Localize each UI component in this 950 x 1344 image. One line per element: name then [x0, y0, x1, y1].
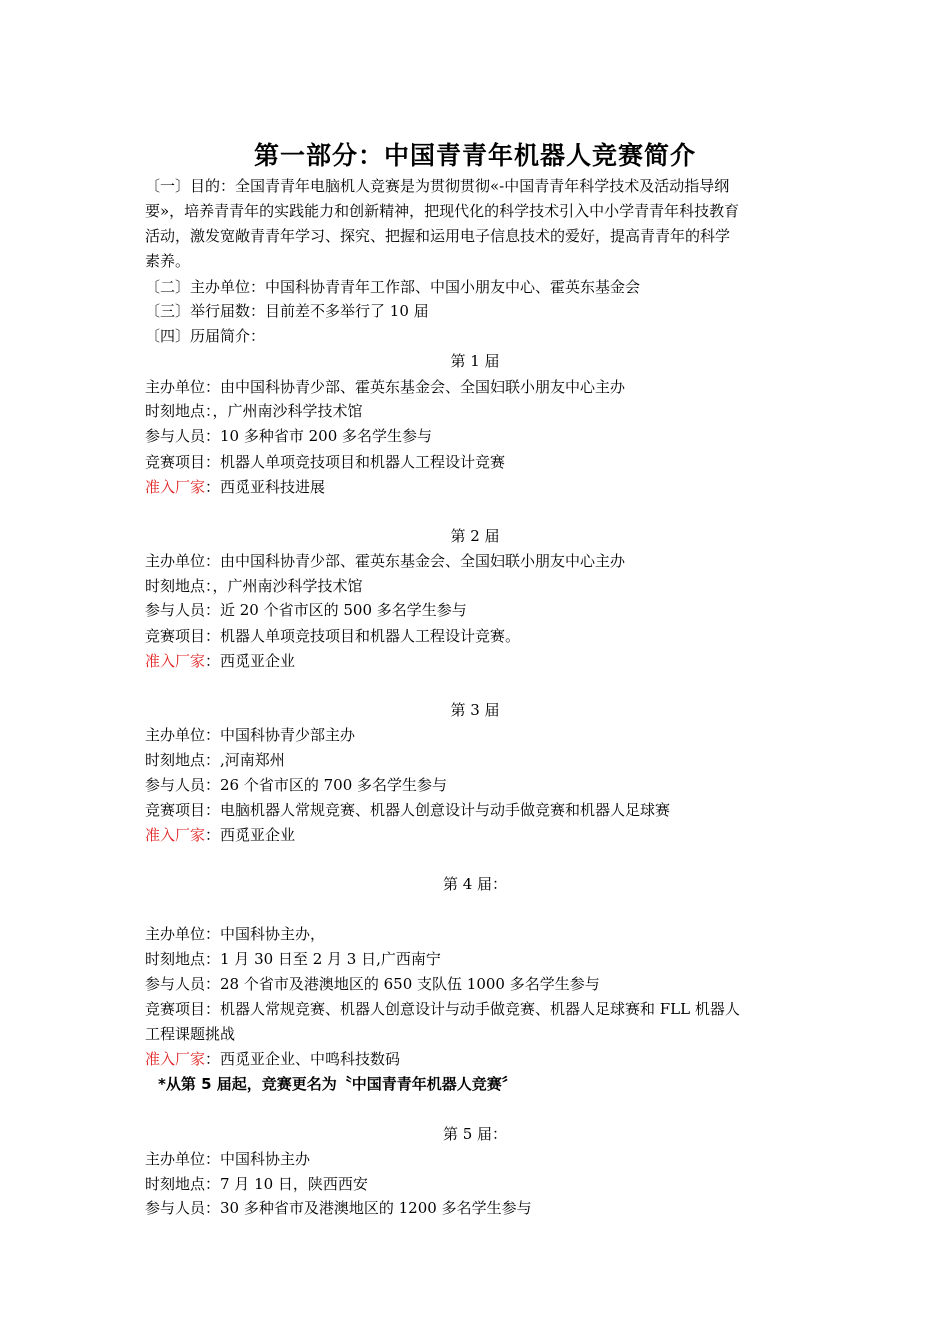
session-2-heading: 第 2 届	[450, 527, 500, 545]
vendor-label: 准入厂家	[145, 826, 206, 844]
session-1-time-place: 时刻地点：，广州南沙科学技术馆	[145, 402, 363, 420]
page-title: 第一部分：中国青青年机器人竞赛简介	[253, 141, 696, 170]
organizer-line: 〔二〕主办单位：中国科协青青年工作部、中国小朋友中心、霍英东基金会	[145, 278, 641, 296]
session-3-host: 主办单位：中国科协青少部主办	[145, 726, 356, 744]
session-4-heading: 第 4 届：	[442, 875, 508, 893]
vendor-label: 准入厂家	[145, 1050, 206, 1068]
session-3-vendor	[145, 823, 815, 847]
purpose-line-4: 素养。	[145, 252, 191, 270]
session-3-time-place: 时刻地点：,河南郑州	[145, 751, 285, 769]
session-1-heading: 第 1 届	[450, 352, 500, 370]
session-5-host: 主办单位：中国科协主办	[145, 1150, 311, 1168]
session-4-vendor	[145, 1047, 815, 1071]
session-4-events-line-1: 竞赛项目：机器人常规竞赛、机器人创意设计与动手做竞赛、机器人足球赛和 FLL 机器人	[145, 1000, 740, 1018]
session-4-events-line-2: 工程课题挑战	[145, 1025, 236, 1043]
sessions-count-line: 〔三〕举行届数：目前差不多举行了 10 届	[145, 302, 429, 320]
session-1-host: 主办单位：由中国科协青少部、霍英东基金会、全国妇联小朋友中心主办	[145, 378, 626, 396]
session-3-events: 竞赛项目：电脑机器人常规竞赛、机器人创意设计与动手做竞赛和机器人足球赛	[145, 801, 671, 819]
session-2-participants: 参与人员：近 20 个省市区的 500 多名学生参与	[145, 601, 467, 619]
session-4-time-place: 时刻地点：1 月 30 日至 2 月 3 日,广西南宁	[145, 950, 441, 968]
history-heading: 〔四〕历届简介：	[145, 327, 266, 345]
session-5-participants: 参与人员：30 多种省市及港澳地区的 1200 多名学生参与	[145, 1199, 532, 1217]
session-5-time-place: 时刻地点：7 月 10 日，陕西西安	[145, 1175, 368, 1193]
rename-note: *从第 5 届起，竞赛更名为〝中国青青年机器人竞赛〞	[158, 1075, 517, 1093]
purpose-line-3: 活动，激发宽敞青青年学习、探究、把握和运用电子信息技术的爱好，提高青青年的科学	[145, 227, 731, 245]
session-3-participants: 参与人员：26 个省市区的 700 多名学生参与	[145, 776, 448, 794]
vendor-label: 准入厂家	[145, 652, 206, 670]
session-2-vendor	[145, 649, 815, 673]
session-4-participants: 参与人员：28 个省市及港澳地区的 650 支队伍 1000 多名学生参与	[145, 975, 600, 993]
session-1-participants: 参与人员：10 多种省市 200 多名学生参与	[145, 427, 433, 445]
session-5-heading: 第 5 届：	[442, 1125, 508, 1143]
vendor-value: ：西觅亚企业、中鸣科技数码	[205, 1050, 401, 1068]
session-1-vendor	[145, 475, 815, 499]
vendor-label: 准入厂家	[145, 478, 206, 496]
session-2-time-place: 时刻地点：，广州南沙科学技术馆	[145, 577, 363, 595]
session-2-events: 竞赛项目：机器人单项竞技项目和机器人工程设计竞赛。	[145, 627, 521, 645]
purpose-line-2: 要»，培养青青年的实践能力和创新精神，把现代化的科学技术引入中小学青青年科技教育	[145, 202, 740, 220]
session-3-heading: 第 3 届	[450, 701, 500, 719]
vendor-value: ：西觅亚企业	[205, 652, 296, 670]
vendor-value: ：西觅亚科技进展	[205, 478, 326, 496]
session-2-host: 主办单位：由中国科协青少部、霍英东基金会、全国妇联小朋友中心主办	[145, 552, 626, 570]
purpose-line-1: 〔一〕目的：全国青青年电脑机人竞赛是为贯彻贯彻«-中国青青年科学技术及活动指导纲	[145, 177, 730, 195]
vendor-value: ：西觅亚企业	[205, 826, 296, 844]
session-1-events: 竞赛项目：机器人单项竞技项目和机器人工程设计竞赛	[145, 453, 506, 471]
session-4-host: 主办单位：中国科协主办，	[145, 925, 326, 943]
